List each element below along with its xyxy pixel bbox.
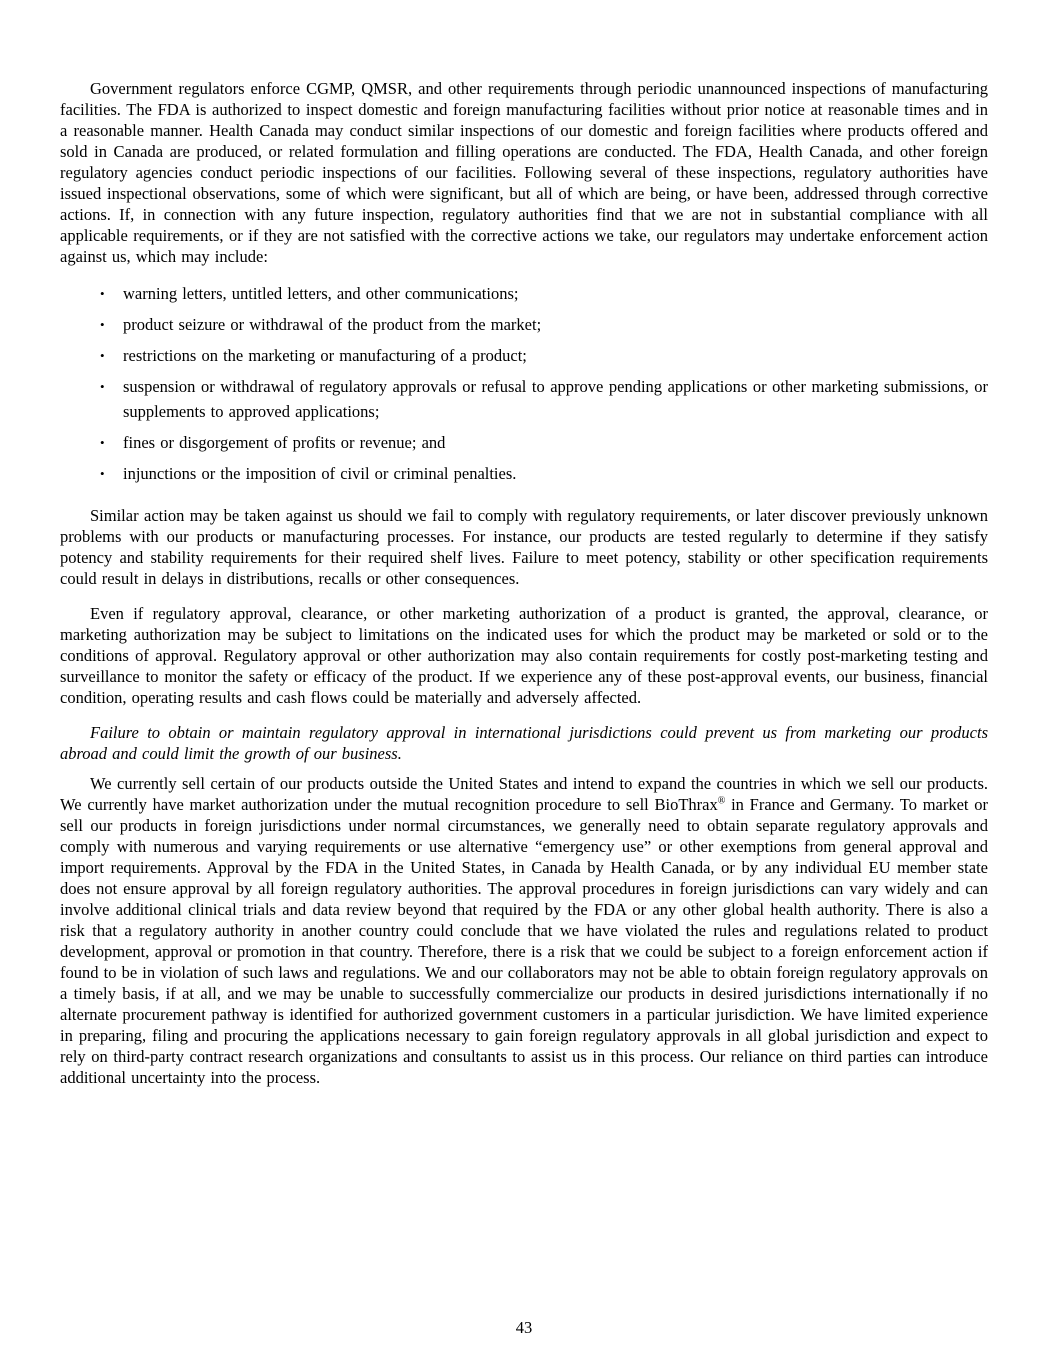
paragraph-inspections: Government regulators enforce CGMP, QMSR, and other requirements through periodic unannounced inspections of manufacturing facilities. The FDA is authorized to inspect domestic and foreign manufacturing facilities without prior notice at reasonable times and in a reasonable manner. Health Canada may conduct similar inspections of our domestic and foreign facilities where products offered and sold in Canada are produced, or related formulation and filling operations are conducted. The FDA, Health Canada, and other foreign regulatory agencies conduct periodic inspections of our facilities. Following several of these inspections, regulatory authorities have issued inspectional observations, some of which were significant, but all of which are being, or have been, addressed through corrective actions. If, in connection with any future inspection, regulatory authorities find that we are not in substantial compliance with all applicable requirements, or if they are not satisfied with the corrective actions we take, our regulators may undertake enforcement action against us, which may include: — [60, 79, 988, 266]
bullet-item-text: fines or disgorgement of profits or revenue; and — [123, 433, 446, 452]
bullet-item — [60, 461, 988, 486]
bullet-icon: • — [100, 435, 105, 450]
bullet-icon: • — [100, 286, 105, 301]
registered-trademark-symbol: ® — [717, 795, 726, 807]
paragraph-international — [60, 773, 988, 1088]
bullet-item — [60, 343, 988, 368]
bullet-item — [60, 430, 988, 455]
bullet-list — [60, 281, 988, 486]
paragraph-international-text-end: in France and Germany. To market or sell our products in foreign jurisdictions under normal circumstances, we generally need to obtain separate regulatory approvals and comply with numerous and varying requirements or use alternative “emergency use” or other exemptions from general approval and import requirements. Approval by the FDA in the United States, in Canada by Health Canada, or by any individual EU member state does not ensure approval by all foreign regulatory authorities. The approval procedures in foreign jurisdictions can vary widely and can involve additional clinical trials and data review beyond that required by the FDA or any other global health authority. There is also a risk that a regulatory authority in another country could conclude that we have violated the rules and regulations related to product development, approval or promotion in that country. Therefore, there is a risk that we could be subject to a foreign enforcement action if found to be in violation of such laws and regulations. We and our collaborators may not be able to obtain foreign regulatory approvals on a timely basis, if at all, and we may be unable to successfully commercialize our products in desired jurisdictions internationally if no alternate procurement pathway is identified for authorized government customers in a particular jurisdiction. We have limited experience in preparing, filing and procuring the applications necessary to gain foreign regulatory approvals in all global jurisdiction and expect to rely on third-party contract research organizations and consultants to assist us in this process. Our reliance on third parties can introduce additional uncertainty into the process. — [60, 795, 988, 1087]
bullet-item-text: product seizure or withdrawal of the product from the market; — [123, 315, 542, 334]
paragraph-approval-limitations: Even if regulatory approval, clearance, or other marketing authorization of a product is granted, the approval, clearance, or marketing authorization may be subject to limitations on the indicated uses for which the product may be marketed or sold or to the conditions of approval. Regulatory approval or other authorization may also contain requirements for costly post-marketing testing and surveillance to monitor the safety or efficacy of the product. If we experience any of these post-approval events, our business, financial condition, operating results and cash flows could be materially and adversely affected. — [60, 604, 988, 707]
bullet-icon: • — [100, 466, 105, 481]
paragraph-international-text-start: We currently sell certain of our products outside the United States and intend to expand the countries in which we sell our products. We currently have market authorization under the mutual recognition procedure to sell BioThrax — [60, 774, 988, 814]
paragraph-similar-action: Similar action may be taken against us should we fail to comply with regulatory requirements, or later discover previously unknown problems with our products or manufacturing processes. For instance, our products are tested regularly to determine if they satisfy potency and stability requirements for their required shelf lives. Failure to meet potency, stability or other specification requirements could result in delays in distributions, recalls or other consequences. — [60, 506, 988, 588]
bullet-item-text: suspension or withdrawal of regulatory approvals or refusal to approve pending applications or other marketing submissions, or supplements to approved applications; — [123, 377, 988, 421]
risk-factor-heading: Failure to obtain or maintain regulatory approval in international jurisdictions could prevent us from marketing our products abroad and could limit the growth of our business. — [60, 723, 988, 763]
bullet-item — [60, 374, 988, 424]
bullet-item — [60, 281, 988, 306]
bullet-item — [60, 312, 988, 337]
bullet-item-text: warning letters, untitled letters, and other communications; — [123, 284, 519, 303]
bullet-icon: • — [100, 348, 105, 363]
bullet-icon: • — [100, 317, 105, 332]
bullet-item-text: restrictions on the marketing or manufacturing of a product; — [123, 346, 527, 365]
page-number: 43 — [515, 1318, 533, 1337]
bullet-icon: • — [100, 379, 105, 394]
bullet-item-text: injunctions or the imposition of civil or criminal penalties. — [123, 464, 517, 483]
